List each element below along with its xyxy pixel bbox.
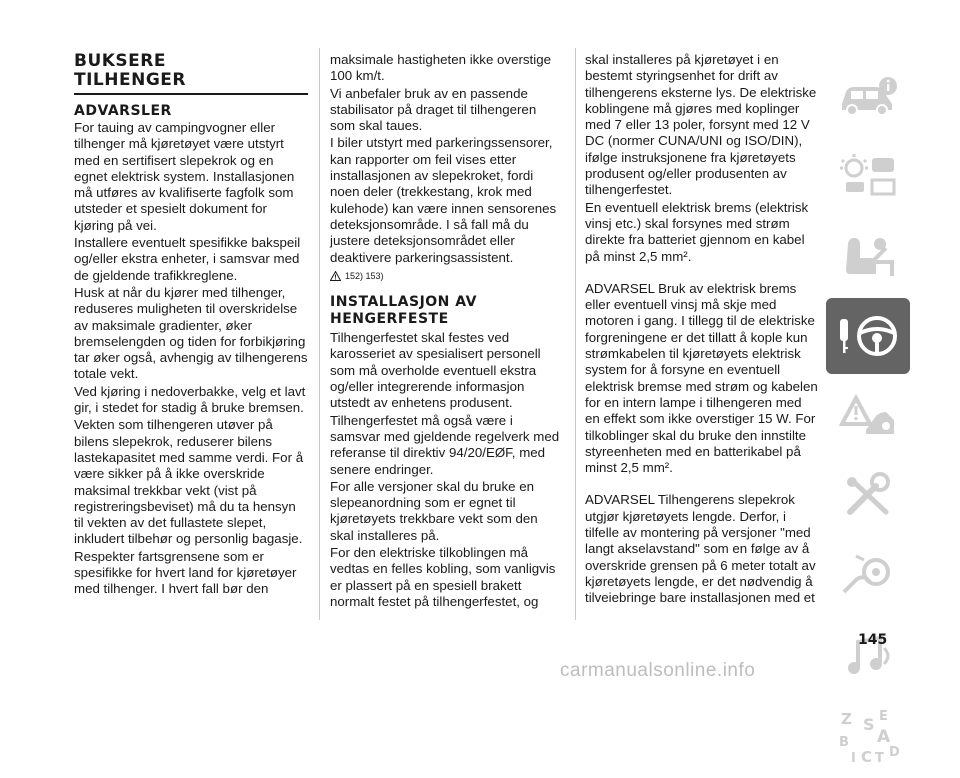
section-heading-line1: INSTALLASJON AV xyxy=(330,294,477,311)
section-heading-line2: HENGERFESTE xyxy=(330,311,449,328)
warning-reference xyxy=(330,268,564,284)
page-number: 145 xyxy=(858,632,888,648)
warning-reference-numbers: 152) 153) xyxy=(345,270,384,281)
chapter-tab-driving-active[interactable] xyxy=(826,298,910,374)
paragraph: Husk at når du kjører med tilhenger, reduseres muligheten til overskridelse av maksimale gradienter, øker bremselengden og tiden for forbikjøring tar øker også, avhengig av tilhengerens totale vekt. xyxy=(74,284,308,382)
chapter-sidebar xyxy=(826,58,910,778)
index-letter: E xyxy=(879,709,888,724)
index-letter: T xyxy=(875,751,884,766)
index-letter: B xyxy=(839,735,849,750)
paragraph: En eventuell elektrisk brems (elektrisk vinsj etc.) skal forsynes med strøm direkte fra batteriet gjennom en kabel på minst 2,5 mm². xyxy=(585,199,809,264)
title-rule xyxy=(74,93,308,95)
warning-heading: ADVARSLER xyxy=(74,103,172,119)
chapter-tab-car-info[interactable] xyxy=(826,58,910,134)
chapter-tab-technical-data[interactable] xyxy=(826,538,910,614)
paragraph: For tauing av campingvogner eller tilhenger må kjøretøyet være utstyrt med en sertifisert slepekrok og en egnet elektrisk system. Installasjonen må utføres av kvalifiserte fagfolk som utsteder et spesielt dokument for kjøring på vei. xyxy=(74,120,295,233)
index-letter: I xyxy=(851,751,856,766)
technical-data-icon xyxy=(836,552,900,600)
warning-triangle-icon xyxy=(330,271,341,281)
chapter-tab-dashboard[interactable] xyxy=(826,138,910,214)
paragraph: For alle versjoner skal du bruke en slepeanordning som er egnet til kjøretøyets trekkbare vekt som den skal installeres på. xyxy=(330,478,538,543)
warning-paragraph: ADVARSEL Bruk av elektrisk brems eller eventuell vinsj må skje med motoren i gang. I tillegg til de elektriske forgreningene er det tillatt å kople kun strømkabelen til kjøretøyets elektrisk system for å forsyne en eventuell elektrisk bremse med strøm og kabelen for en intern lampe i tilhengeren med en effekt som ikke overstiger 15 W. For tilkoblinger skal du bruke den innstilte styreenheten med en batterikabel på minst 2,5 mm². xyxy=(585,280,818,476)
paragraph: I biler utstyrt med parkeringssensorer, kan rapporter om feil vises etter installasjonen av slepekroket, fordi noen deler (trekkestang, krok med kulehode) kan være innen sensorenes deteksjonsområde. I så fall må du justere deteksjonsområdet eller deaktivere parkeringsassistent. xyxy=(330,135,557,265)
index-letter: Z xyxy=(841,710,852,728)
car-info-icon xyxy=(836,74,900,118)
paragraph: Respekter fartsgrensene som er spesifikke for hvert land for kjøretøyer med tilhenger. I hvert fall bør den xyxy=(74,548,297,597)
index-letter: S xyxy=(863,715,875,734)
steering-wheel-key-icon xyxy=(833,311,903,361)
paragraph: Tilhengerfestet skal festes ved karosseriet av spesialisert personell som må overholde eventuell ekstra og/eller integrerende informasjon utstedt av enhetens produsent. xyxy=(330,330,541,411)
seat-airbag-safety-icon xyxy=(836,232,900,280)
section-title-line2: TILHENGER xyxy=(74,70,186,90)
column-2 xyxy=(330,52,564,611)
index-letter: A xyxy=(877,727,891,747)
paragraph: maksimale hastigheten ikke overstige 100 km/t. xyxy=(330,52,551,84)
warning-triangle-breakdown-icon xyxy=(836,392,900,440)
chapter-tab-safety[interactable] xyxy=(826,218,910,294)
dashboard-indicators-icon xyxy=(836,152,900,200)
column-1 xyxy=(74,52,308,599)
column-divider xyxy=(319,48,320,620)
column-divider xyxy=(575,48,576,620)
index-letter: C xyxy=(861,748,873,766)
paragraph: Vekten som tilhengeren utøver på bilens slepekrok, reduserer bilens lastekapasitet med samme verdi. For å være sikker på å ikke overskride maksimal trekkbar vekt (vist på registreringsbeviset) må du ta hensyn til vekten av det fullastete slepet, inkludert tilbehør og personlig bagasje. xyxy=(74,417,304,547)
maintenance-tools-icon xyxy=(836,472,900,520)
watermark: carmanualsonline.info xyxy=(560,660,756,681)
alphabetical-index-icon xyxy=(833,706,903,766)
paragraph: Vi anbefaler bruk av en passende stabilisator på draget til tilhengeren som skal taues. xyxy=(330,85,537,134)
chapter-tab-maintenance[interactable] xyxy=(826,458,910,534)
paragraph: skal installeres på kjøretøyet i en bestemt styringsenhet for drift av tilhengerens eksterne lys. De elektriske koblingene må gjøres med koplinger med 7 eller 13 poler, forsynt med 12 V DC (normer CUNA/UNI og ISO/DIN), ifølge instruksjonene fra kjøretøyets produsent og/eller produsenten av tilhengerfestet. xyxy=(585,52,817,198)
column-3 xyxy=(585,52,819,608)
paragraph: Installere eventuelt spesifikke bakspeil og/eller ekstra enheter, i samsvar med de gjeldende trafikkreglene. xyxy=(74,235,301,283)
paragraph: Ved kjøring i nedoverbakke, velg et lavt gir, i stedet for stadig å bruke bremsen. xyxy=(74,383,306,416)
warning-paragraph: ADVARSEL Tilhengerens slepekrok utgjør kjøretøyets lengde. Derfor, i tilfelle av montering på versjoner "med langt akselavstand" som en følge av å overskride grensen på 6 meter totalt av kjøretøyets lengde, er det nødvendig å tilveiebringe bare installasjonen med et xyxy=(585,492,816,606)
chapter-tab-index[interactable] xyxy=(826,698,910,774)
index-letter: D xyxy=(889,745,900,760)
chapter-tab-emergency[interactable] xyxy=(826,378,910,454)
paragraph: Tilhengerfestet må også være i samsvar med gjeldende regelverk med referanse til direktiv 94/20/EØF, med senere endringer. xyxy=(330,412,560,477)
section-title-line1: BUKSERE xyxy=(74,51,166,71)
paragraph: For den elektriske tilkoblingen må vedtas en felles kobling, som vanligvis er plassert på en spesiell brakett normalt festet på tilhengerfestet, og xyxy=(330,545,556,609)
